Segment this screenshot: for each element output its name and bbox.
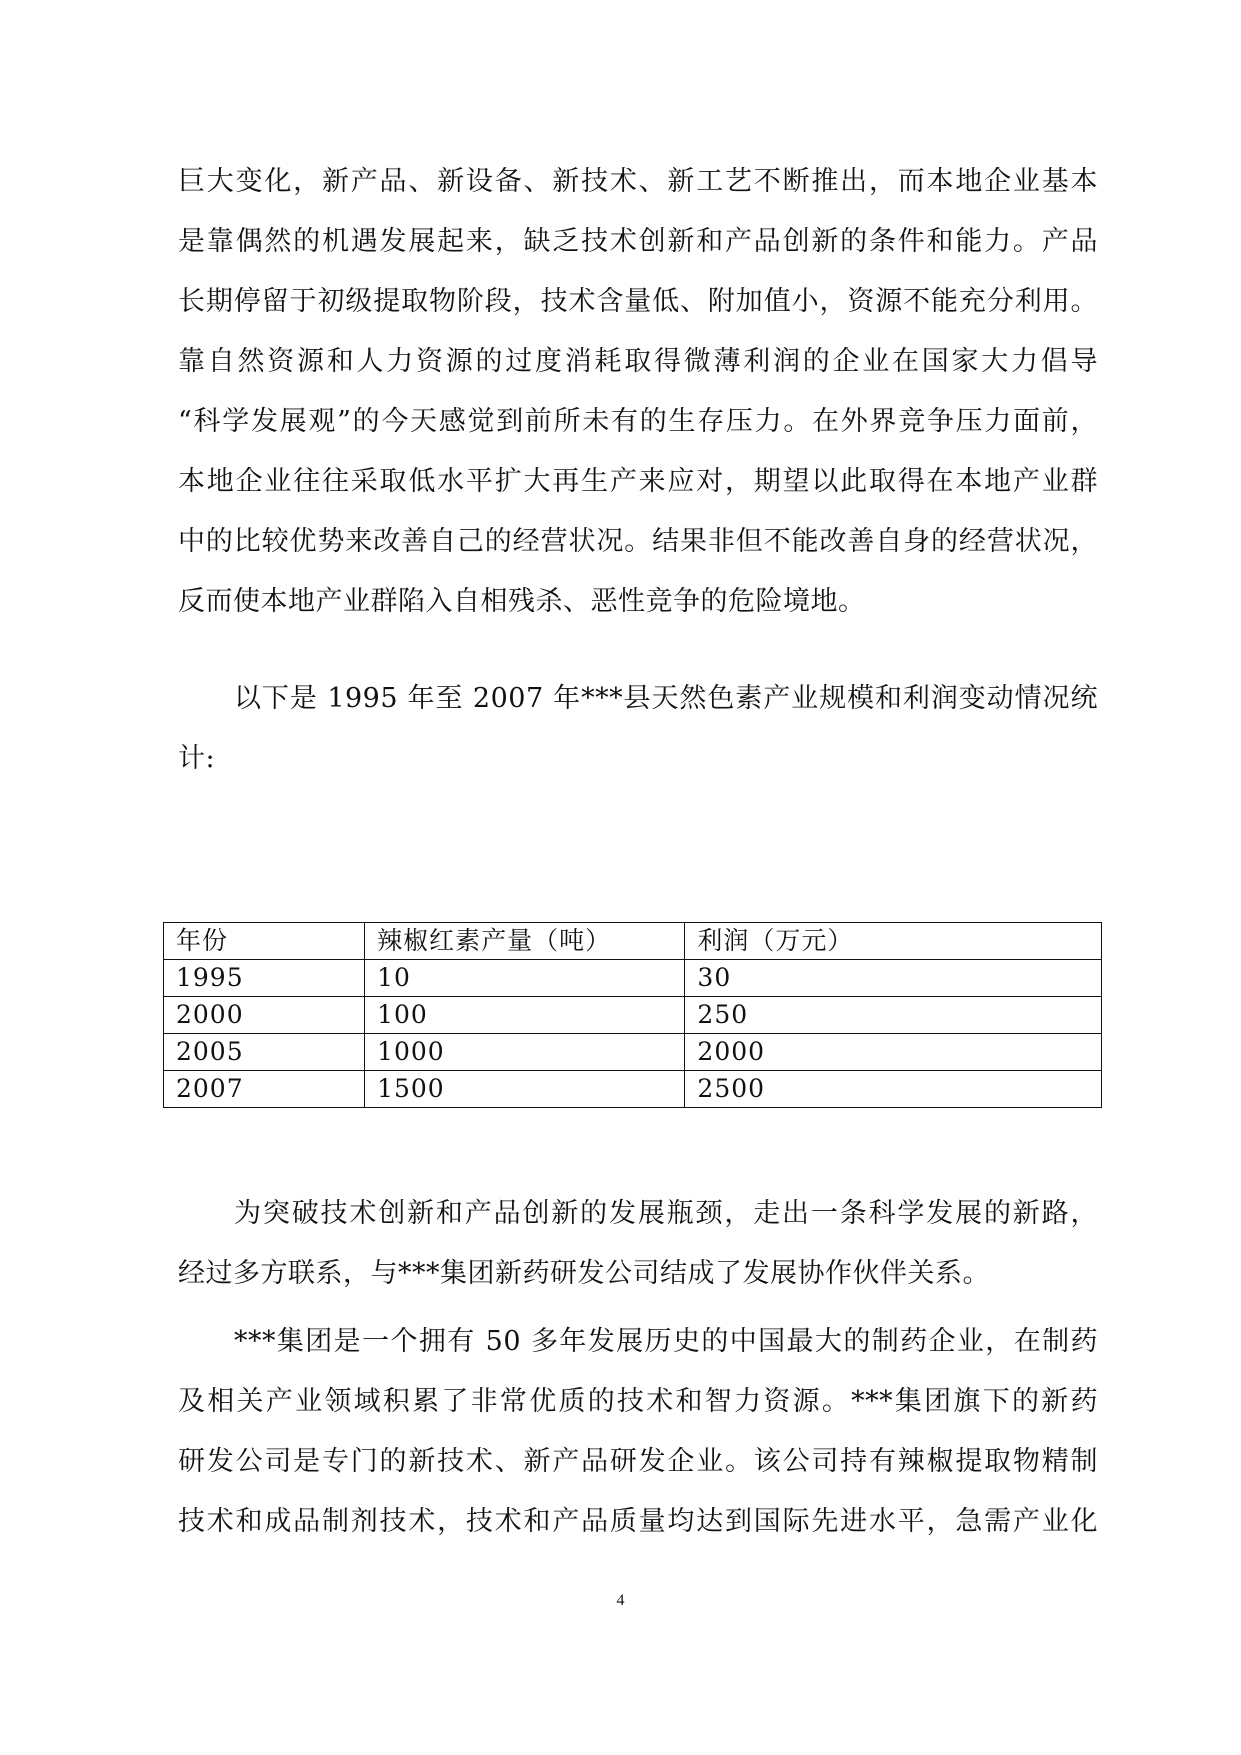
text-line: 研发公司是专门的新技术、新产品研发企业。该公司持有辣椒提取物精制	[178, 1446, 1098, 1477]
table-row	[164, 960, 1102, 997]
table-cell: 2007	[164, 1071, 365, 1108]
page-number: 4	[616, 1592, 625, 1609]
text-line: 技术和成品制剂技术，技术和产品质量均达到国际先进水平，急需产业化	[178, 1506, 1098, 1537]
table-cell: 2000	[164, 997, 365, 1034]
table-cell: 2500	[685, 1071, 1102, 1108]
table-cell: 1000	[365, 1034, 685, 1071]
table-cell: 250	[685, 997, 1102, 1034]
table-cell: 2005	[164, 1034, 365, 1071]
table-cell: 30	[685, 960, 1102, 997]
table-row	[164, 1034, 1102, 1071]
table-cell: 1500	[365, 1071, 685, 1108]
text-line: 是靠偶然的机遇发展起来，缺乏技术创新和产品创新的条件和能力。产品	[178, 226, 1098, 257]
text-line: 为突破技术创新和产品创新的发展瓶颈，走出一条科学发展的新路，	[234, 1198, 1098, 1229]
table-header-cell: 利润（万元）	[685, 923, 1102, 960]
text-line: ***集团是一个拥有 50 多年发展历史的中国最大的制药企业，在制药	[234, 1326, 1098, 1357]
table-row	[164, 1071, 1102, 1108]
text-line: 以下是 1995 年至 2007 年***县天然色素产业规模和利润变动情况统	[234, 683, 1098, 714]
text-line: 本地企业往往采取低水平扩大再生产来应对，期望以此取得在本地产业群	[178, 466, 1098, 497]
table-header-cell: 辣椒红素产量（吨）	[365, 923, 685, 960]
text-line: 反而使本地产业群陷入自相残杀、恶性竞争的危险境地。	[178, 586, 866, 617]
table-row	[164, 997, 1102, 1034]
text-line: 计:	[178, 743, 216, 774]
text-line: “科学发展观”的今天感觉到前所未有的生存压力。在外界竞争压力面前，	[178, 406, 1098, 437]
text-line: 中的比较优势来改善自己的经营状况。结果非但不能改善自身的经营状况，	[178, 526, 1098, 557]
text-line: 经过多方联系，与***集团新药研发公司结成了发展协作伙伴关系。	[178, 1258, 990, 1289]
text-line: 长期停留于初级提取物阶段，技术含量低、附加值小，资源不能充分利用。	[178, 286, 1098, 317]
text-line: 及相关产业领域积累了非常优质的技术和智力资源。***集团旗下的新药	[178, 1386, 1098, 1417]
statistics-table	[163, 922, 1102, 1108]
table-cell: 100	[365, 997, 685, 1034]
text-line: 巨大变化，新产品、新设备、新技术、新工艺不断推出，而本地企业基本	[178, 166, 1098, 197]
text-line: 靠自然资源和人力资源的过度消耗取得微薄利润的企业在国家大力倡导	[178, 346, 1098, 377]
table-cell: 1995	[164, 960, 365, 997]
table-cell: 10	[365, 960, 685, 997]
table-cell: 2000	[685, 1034, 1102, 1071]
table-header-row	[164, 923, 1102, 960]
table-header-cell: 年份	[164, 923, 365, 960]
